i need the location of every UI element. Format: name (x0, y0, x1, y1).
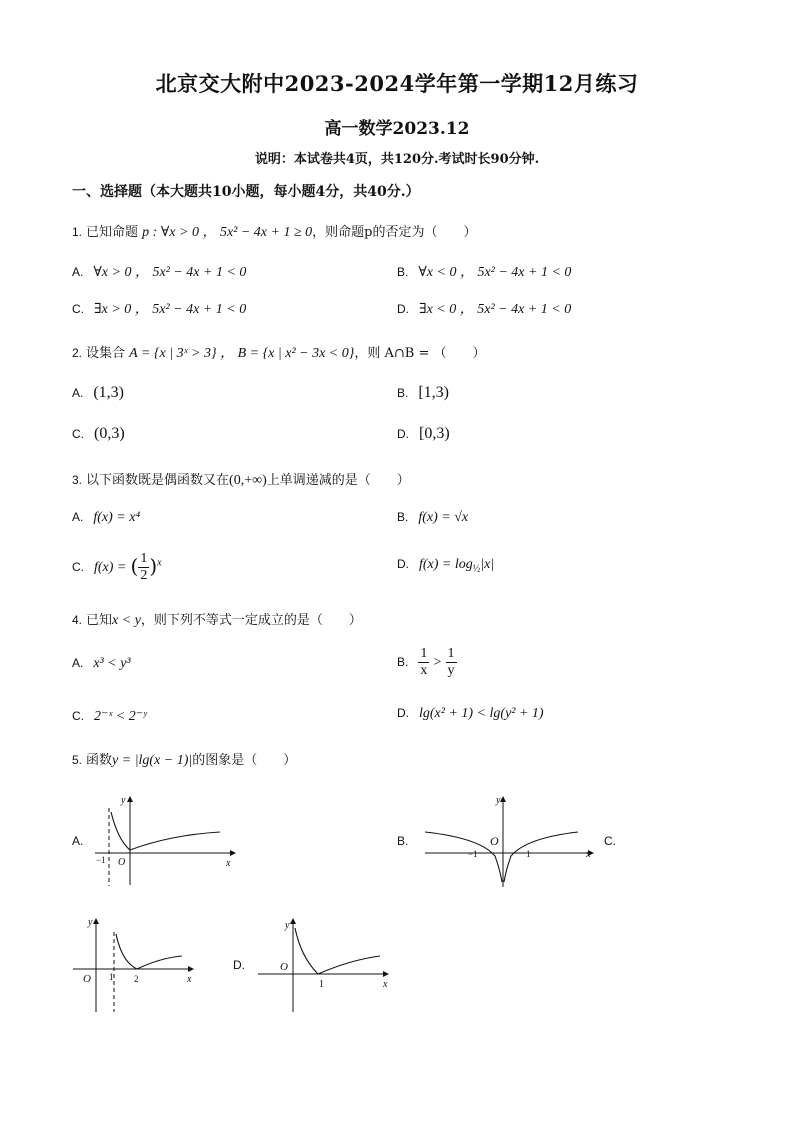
curve-right (504, 832, 578, 882)
exam-title: 北京交大附中2023-2024学年第一学期12月练习 (155, 71, 639, 96)
option-math: f(x) = x⁴ (93, 510, 141, 525)
stem-text: ，则命题p的否定为（ ） (312, 225, 477, 240)
question-number: 1. (72, 225, 83, 239)
option-math: 2⁻ˣ < 2⁻ʸ (94, 709, 147, 724)
option-label: C. (72, 302, 84, 316)
question-3-option-b[interactable] (397, 510, 468, 526)
question-5-stem (72, 749, 296, 769)
option-math: f(x) = (94, 560, 127, 575)
exam-instructions: 说明：本试卷共4页，共120分.考试时长90分钟. (254, 152, 540, 167)
x-axis-arrow (383, 971, 389, 977)
question-2-option-c[interactable] (72, 425, 125, 443)
stem-text: 的图象是（ ） (192, 753, 297, 768)
tick-label: 1 (526, 849, 531, 859)
stem-text: ，则下列不等式一定成立的是（ ） (140, 613, 362, 628)
question-4-option-d[interactable] (397, 706, 544, 722)
fraction (418, 646, 429, 679)
question-5-graph-d (255, 912, 400, 1017)
paren-open: ( (130, 554, 139, 578)
option-math: (1,3) (93, 384, 124, 401)
option-math: f(x) = log (419, 557, 473, 572)
option-math: ∃x < 0 ， 5x² − 4x + 1 < 0 (419, 302, 572, 317)
curve (111, 812, 220, 850)
fraction-denominator: 2 (140, 568, 148, 583)
option-label: B. (397, 510, 409, 524)
stem-math: (0,+∞) (229, 473, 267, 488)
question-3-option-d[interactable] (397, 557, 494, 575)
y-axis-arrow (93, 918, 99, 924)
fraction (446, 646, 457, 679)
question-2-option-d[interactable] (397, 425, 450, 443)
question-2-option-b[interactable] (397, 384, 449, 402)
y-label: y (121, 795, 126, 806)
x-label: x (187, 974, 192, 985)
question-number: 5. (72, 753, 83, 767)
origin-label: O (83, 973, 91, 985)
tick-label: 2 (134, 974, 139, 984)
stem-text: 函数 (86, 753, 113, 768)
option-label: A. (72, 386, 84, 400)
fraction-numerator: 1 (140, 551, 148, 566)
option-math: ∀x < 0 ， 5x² − 4x + 1 < 0 (418, 265, 572, 280)
stem-math: A = {x | 3ˣ > 3} ， B = {x | x² − 3x < 0} (129, 346, 355, 361)
operator: > (433, 655, 442, 670)
option-math: [1,3) (418, 384, 449, 401)
question-4-option-c[interactable] (72, 708, 147, 725)
origin-label: O (490, 834, 499, 848)
stem-text: 上单调递减的是（ ） (266, 473, 410, 488)
option-label: C. (72, 427, 84, 441)
option-math: x³ < y³ (93, 656, 131, 671)
x-axis-arrow (188, 966, 194, 972)
option-label: A. (72, 656, 84, 670)
question-4-option-a[interactable] (72, 656, 131, 672)
section-heading: 一、选择题（本大题共10小题，每小题4分，共40分.） (72, 184, 420, 200)
option-label: C. (72, 709, 84, 723)
question-1-option-a[interactable] (72, 261, 246, 281)
y-label: y (496, 795, 501, 806)
question-1-option-c[interactable] (72, 298, 246, 318)
fraction (138, 551, 149, 584)
tick-label: 1 (109, 972, 114, 982)
question-1-option-b[interactable] (397, 261, 571, 281)
question-5-option-c-label[interactable]: C. (604, 834, 616, 848)
question-1-option-d[interactable] (397, 298, 571, 318)
question-5-option-a-label[interactable]: A. (72, 834, 84, 848)
option-math: (0,3) (94, 425, 125, 442)
option-label: B. (397, 265, 409, 279)
x-axis-arrow (230, 850, 236, 856)
origin-label: O (280, 961, 288, 973)
curve (116, 934, 182, 969)
question-4-stem (72, 609, 362, 629)
log-base: ½ (472, 563, 481, 575)
option-label: D. (397, 557, 409, 571)
question-number: 2. (72, 346, 83, 360)
option-label: A. (72, 510, 84, 524)
option-label: B. (397, 386, 409, 400)
option-math: f(x) = √x (418, 510, 469, 525)
origin-label: O (118, 857, 126, 868)
y-axis-arrow (127, 796, 133, 802)
option-label: C. (72, 560, 84, 574)
y-axis-arrow (500, 796, 506, 802)
question-number: 3. (72, 473, 83, 487)
fraction-numerator: 1 (447, 646, 455, 661)
x-label: x (586, 849, 591, 860)
fraction-numerator: 1 (420, 646, 428, 661)
option-label: A. (72, 265, 84, 279)
x-label: x (383, 979, 388, 990)
question-5-graph-b (420, 790, 600, 890)
question-2-option-a[interactable] (72, 384, 124, 402)
question-3-stem (72, 469, 410, 489)
stem-math: y = |lg(x − 1)| (112, 753, 193, 768)
stem-text: ，则 A∩B = （ ） (354, 346, 486, 361)
question-5-option-b-label[interactable]: B. (397, 834, 409, 848)
y-axis-arrow (290, 918, 296, 924)
paren-close: ) (149, 554, 158, 578)
question-5-graph-c (70, 912, 200, 1017)
question-number: 4. (72, 613, 83, 627)
stem-text: 以下函数既是偶函数又在 (86, 473, 230, 488)
question-5-graph-a (90, 790, 240, 890)
stem-math: p : ∀x > 0 ， 5x² − 4x + 1 ≥ 0 (142, 225, 313, 240)
y-label: y (88, 917, 93, 928)
option-math: ∀x > 0 ， 5x² − 4x + 1 < 0 (93, 265, 247, 280)
tick-label: −1 (96, 855, 106, 865)
stem-text: 已知 (86, 613, 113, 628)
option-math: lg(x² + 1) < lg(y² + 1) (419, 706, 544, 721)
curve (295, 928, 380, 974)
question-3-option-a[interactable] (72, 510, 140, 526)
option-math: [0,3) (419, 425, 450, 442)
option-label: D. (397, 427, 409, 441)
option-label: B. (397, 655, 409, 669)
question-4-option-b[interactable] (397, 646, 457, 679)
exponent: x (157, 557, 162, 569)
stem-text: 设集合 (86, 346, 126, 361)
exam-subtitle: 高一数学2023.12 (324, 119, 470, 139)
question-3-option-c[interactable] (72, 551, 162, 584)
stem-math: x < y (112, 613, 141, 628)
question-1-stem (72, 221, 476, 241)
option-label: D. (397, 706, 409, 720)
tick-label: 1 (319, 979, 324, 990)
stem-text: 已知命题 (86, 225, 139, 240)
fraction-denominator: y (447, 663, 455, 678)
fraction-denominator: x (420, 663, 428, 678)
option-label: D. (397, 302, 409, 316)
option-math: |x| (480, 557, 495, 572)
option-math: ∃x > 0 ， 5x² − 4x + 1 < 0 (94, 302, 247, 317)
question-5-option-d-label[interactable]: D. (233, 958, 245, 972)
question-2-stem (72, 342, 485, 362)
x-label: x (226, 858, 231, 869)
tick-label: −1 (468, 849, 478, 859)
y-label: y (285, 920, 290, 931)
